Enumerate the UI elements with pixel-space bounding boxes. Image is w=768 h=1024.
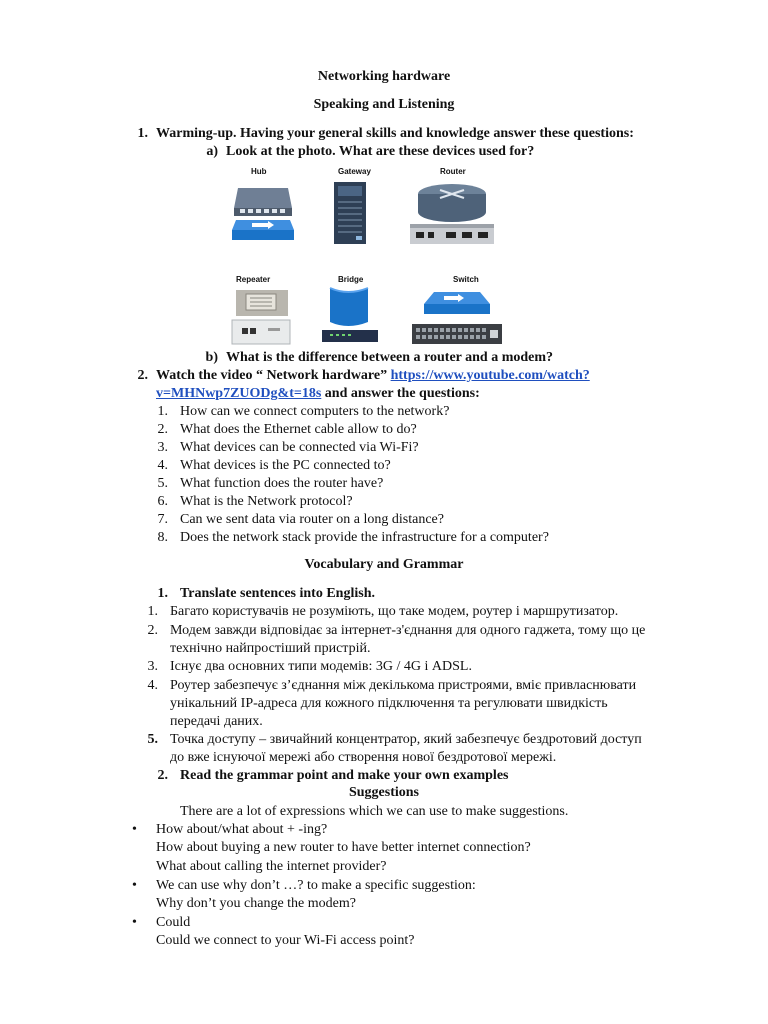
question-item: What function does the router have? (180, 476, 384, 491)
question-number: 4. (157, 458, 168, 473)
task2-line2 (156, 385, 480, 403)
sentence-text: унікальний IP-адреса для кожного підключення та регулювати швидкість (170, 696, 608, 711)
sentence-text: технічно найпростіший пристрій. (170, 641, 371, 656)
section-vocabulary-grammar: Vocabulary and Grammar (304, 557, 464, 572)
device-label-hub: Hub (251, 167, 267, 176)
question-number: 8. (157, 530, 168, 545)
router-icon (406, 180, 500, 248)
sentence-number: 1. (147, 604, 158, 619)
vtask1-number: 1. (157, 586, 168, 601)
task1-number: 1. (137, 126, 148, 141)
task2-line1 (156, 367, 590, 385)
device-label-router: Router (440, 167, 466, 176)
task2-number: 2. (137, 368, 148, 383)
sentence-text: Модем завжди відповідає за інтернет-з'єднання для одного гаджета, тому що це (170, 623, 646, 638)
bullet-head: We can use why don’t …? to make a specific suggestion: (156, 878, 476, 893)
question-number: 5. (157, 476, 168, 491)
device-label-repeater: Repeater (236, 275, 271, 284)
question-number: 6. (157, 494, 168, 509)
question-item: What devices is the PC connected to? (180, 458, 391, 473)
bullet-icon: • (132, 915, 137, 930)
vtask1-text: Translate sentences into English. (180, 586, 375, 601)
device-label-gateway: Gateway (338, 167, 371, 176)
bullet-icon: • (132, 878, 137, 893)
question-number: 2. (157, 422, 168, 437)
page-title: Networking hardware (317, 69, 451, 84)
sentence-number: 4. (147, 678, 158, 693)
section-speaking-listening: Speaking and Listening (313, 97, 455, 112)
sentence-text: Існує два основних типи модемів: 3G / 4G і ADSL. (170, 659, 472, 674)
question-item: How can we connect computers to the network? (180, 404, 450, 419)
video-link-part1[interactable]: https://www.youtube.com/watch? (390, 368, 590, 383)
bullet-icon: • (132, 822, 137, 837)
task1a-text: Look at the photo. What are these devices used for? (226, 144, 535, 159)
sentence-text: передачі даних. (170, 714, 263, 729)
question-number: 1. (157, 404, 168, 419)
bullet-example: How about buying a new router to have better internet connection? (156, 840, 531, 855)
bullet-example: Could we connect to your Wi-Fi access point? (156, 933, 415, 948)
question-number: 7. (157, 512, 168, 527)
question-item: What devices can be connected via Wi-Fi? (180, 440, 419, 455)
hub-icon (230, 180, 296, 242)
sentence-text: до вже існуючої мережі або створення нової бездротової мережі. (170, 750, 557, 765)
question-number: 3. (157, 440, 168, 455)
sentence-text: Багато користувачів не розуміють, що таке модем, роутер і маршрутизатор. (170, 604, 619, 619)
question-item: Does the network stack provide the infrastructure for a computer? (180, 530, 549, 545)
task2-prefix: Watch the video “ Network hardware” (156, 368, 391, 383)
switch-icon (410, 288, 504, 348)
bullet-head: How about/what about + -ing? (156, 822, 328, 837)
video-link-part2[interactable]: v=MHNwp7ZUODg&t=18s (156, 386, 322, 401)
repeater-icon (228, 288, 294, 348)
sentence-text: Точка доступу – звичайний концентратор, який забезпечує бездротовий доступ (170, 732, 642, 747)
question-item: What does the Ethernet cable allow to do? (180, 422, 417, 437)
suggestions-heading: Suggestions (348, 785, 420, 800)
device-label-bridge: Bridge (338, 275, 364, 284)
task2-suffix: and answer the questions: (321, 386, 480, 401)
task1-text: Warming-up. Having your general skills and knowledge answer these questions: (156, 126, 634, 141)
bullet-example: Why don’t you change the modem? (156, 896, 356, 911)
sentence-number: 3. (147, 659, 158, 674)
vtask2-text: Read the grammar point and make your own examples (180, 768, 509, 783)
task1b-text: What is the difference between a router and a modem? (226, 350, 554, 365)
bullet-head: Could (156, 915, 191, 930)
sentence-number: 5. (147, 732, 158, 747)
suggestions-intro: There are a lot of expressions which we can use to make suggestions. (180, 804, 569, 819)
gateway-icon (332, 180, 370, 246)
sentence-text: Роутер забезпечує з’єднання між декількома пристроями, вміє привласнювати (170, 678, 637, 693)
question-item: What is the Network protocol? (180, 494, 353, 509)
sentence-number: 2. (147, 623, 158, 638)
question-item: Can we sent data via router on a long distance? (180, 512, 444, 527)
task1a-label: a) (206, 144, 218, 159)
device-label-switch: Switch (453, 275, 479, 284)
vtask2-number: 2. (157, 768, 168, 783)
bullet-example: What about calling the internet provider? (156, 859, 387, 874)
bridge-icon (318, 286, 388, 348)
task1b-label: b) (205, 350, 218, 365)
